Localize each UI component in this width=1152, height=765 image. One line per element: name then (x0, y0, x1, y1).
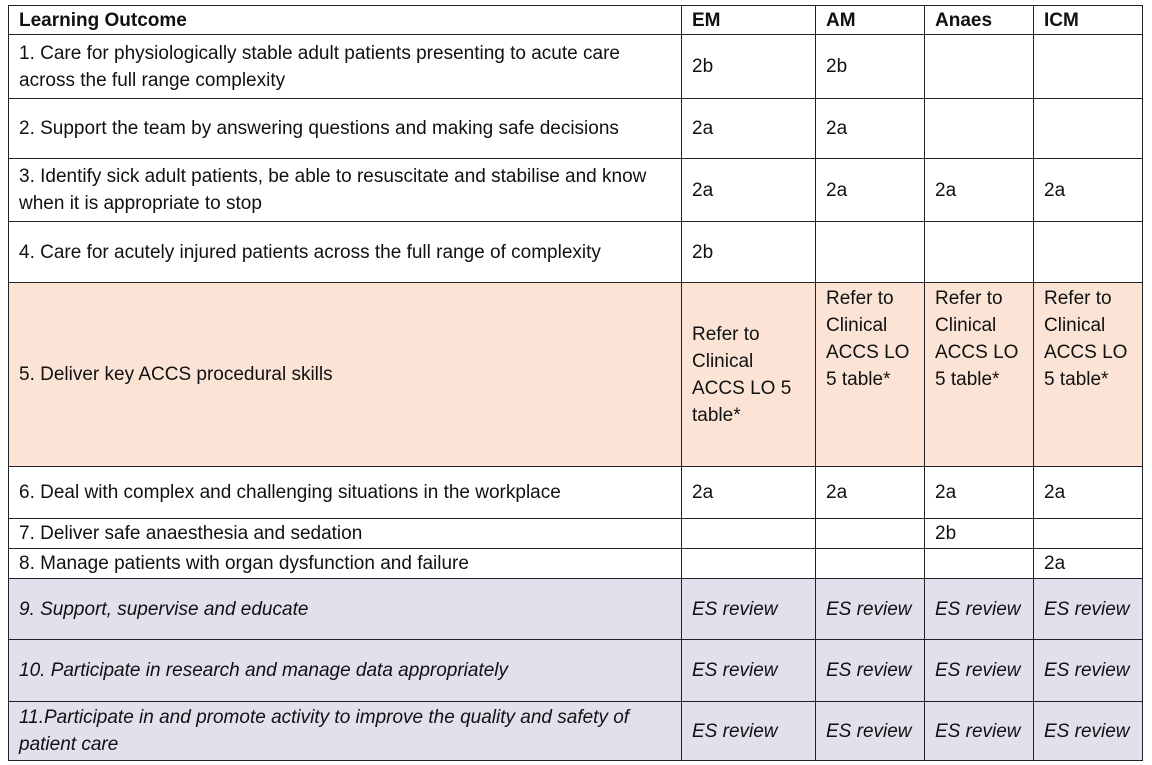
icm-cell: 2a (1034, 549, 1143, 579)
anaes-cell (925, 35, 1034, 99)
header-learning-outcome: Learning Outcome (9, 6, 682, 35)
outcome-cell: 5. Deliver key ACCS procedural skills (9, 283, 682, 467)
table-row (9, 519, 1143, 549)
table-row (9, 35, 1143, 99)
em-cell: ES review (682, 702, 816, 761)
icm-cell: Refer to Clinical ACCS LO 5 table* (1034, 283, 1143, 467)
em-cell: 2a (682, 99, 816, 159)
am-cell: ES review (816, 640, 925, 702)
table-row (9, 467, 1143, 519)
em-cell: ES review (682, 579, 816, 640)
outcome-cell: 8. Manage patients with organ dysfunction and failure (9, 549, 682, 579)
am-cell: ES review (816, 702, 925, 761)
table-row (9, 222, 1143, 283)
outcome-cell: 2. Support the team by answering questions and making safe decisions (9, 99, 682, 159)
icm-cell (1034, 519, 1143, 549)
table-row (9, 579, 1143, 640)
table-row (9, 549, 1143, 579)
outcome-cell: 9. Support, supervise and educate (9, 579, 682, 640)
anaes-cell: 2a (925, 159, 1034, 222)
em-cell: ES review (682, 640, 816, 702)
icm-cell: 2a (1034, 467, 1143, 519)
em-cell: 2b (682, 222, 816, 283)
outcome-cell: 6. Deal with complex and challenging situations in the workplace (9, 467, 682, 519)
learning-outcomes-table (8, 5, 1143, 761)
am-cell: Refer to Clinical ACCS LO 5 table* (816, 283, 925, 467)
outcome-cell: 4. Care for acutely injured patients across the full range of complexity (9, 222, 682, 283)
em-cell (682, 549, 816, 579)
icm-cell: ES review (1034, 579, 1143, 640)
header-am: AM (816, 6, 925, 35)
icm-cell (1034, 35, 1143, 99)
table-row (9, 283, 1143, 467)
anaes-cell: ES review (925, 579, 1034, 640)
outcome-cell: 11.Participate in and promote activity to improve the quality and safety of patient care (9, 702, 682, 761)
header-anaes: Anaes (925, 6, 1034, 35)
am-cell (816, 519, 925, 549)
table-row (9, 159, 1143, 222)
anaes-cell (925, 549, 1034, 579)
am-cell: 2a (816, 467, 925, 519)
am-cell (816, 222, 925, 283)
header-em: EM (682, 6, 816, 35)
outcome-cell: 3. Identify sick adult patients, be able to resuscitate and stabilise and know when it is appropriate to stop (9, 159, 682, 222)
anaes-cell (925, 222, 1034, 283)
em-cell: 2a (682, 467, 816, 519)
am-cell: 2a (816, 159, 925, 222)
icm-cell: ES review (1034, 702, 1143, 761)
anaes-cell: 2b (925, 519, 1034, 549)
em-cell: 2a (682, 159, 816, 222)
icm-cell (1034, 99, 1143, 159)
icm-cell: ES review (1034, 640, 1143, 702)
outcome-cell: 1. Care for physiologically stable adult patients presenting to acute care across the full range complexity (9, 35, 682, 99)
em-cell: Refer to Clinical ACCS LO 5 table* (682, 283, 816, 467)
anaes-cell (925, 99, 1034, 159)
anaes-cell: ES review (925, 640, 1034, 702)
header-icm: ICM (1034, 6, 1143, 35)
em-cell (682, 519, 816, 549)
header-row (9, 6, 1143, 35)
outcome-cell: 7. Deliver safe anaesthesia and sedation (9, 519, 682, 549)
table-row (9, 640, 1143, 702)
em-cell: 2b (682, 35, 816, 99)
am-cell: 2a (816, 99, 925, 159)
table-row (9, 99, 1143, 159)
table-row (9, 702, 1143, 761)
anaes-cell: 2a (925, 467, 1034, 519)
anaes-cell: ES review (925, 702, 1034, 761)
outcome-cell: 10. Participate in research and manage data appropriately (9, 640, 682, 702)
anaes-cell: Refer to Clinical ACCS LO 5 table* (925, 283, 1034, 467)
icm-cell: 2a (1034, 159, 1143, 222)
icm-cell (1034, 222, 1143, 283)
am-cell (816, 549, 925, 579)
am-cell: 2b (816, 35, 925, 99)
am-cell: ES review (816, 579, 925, 640)
